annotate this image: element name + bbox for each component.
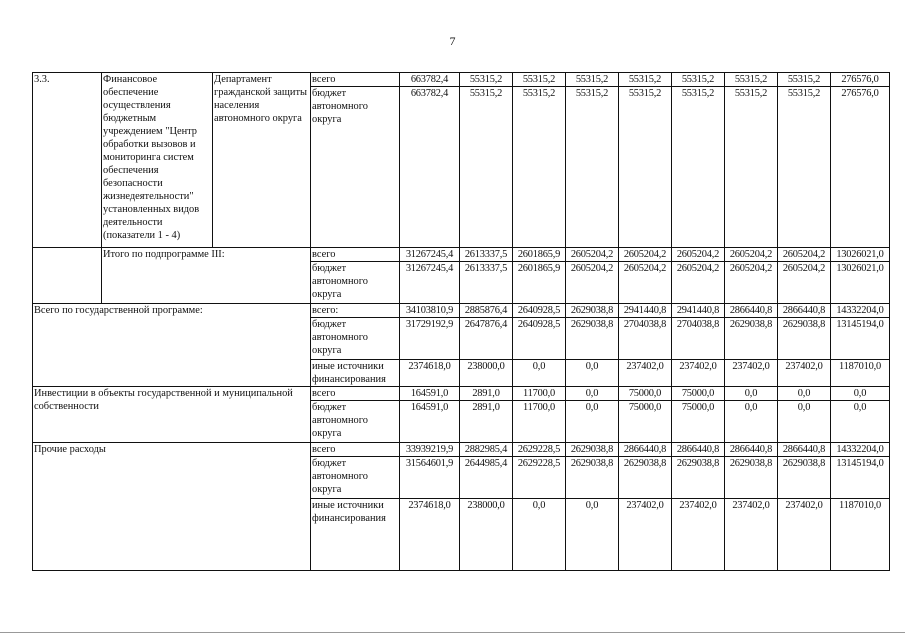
empty-code-cell bbox=[33, 248, 102, 304]
amount-cell: 237402,0 bbox=[778, 499, 831, 571]
amount-cell: 2866440,8 bbox=[725, 443, 778, 457]
amount-cell: 2629038,8 bbox=[566, 318, 619, 360]
amount-cell: 75000,0 bbox=[619, 401, 672, 443]
funding-source: всего: bbox=[311, 304, 400, 318]
amount-cell: 0,0 bbox=[513, 499, 566, 571]
amount-cell: 75000,0 bbox=[619, 387, 672, 401]
amount-cell: 1187010,0 bbox=[831, 360, 890, 387]
funding-source: всего bbox=[311, 248, 400, 262]
funding-source: бюджет автономного округа bbox=[311, 87, 400, 248]
amount-cell: 237402,0 bbox=[619, 499, 672, 571]
funding-source: всего bbox=[311, 443, 400, 457]
amount-cell: 0,0 bbox=[778, 401, 831, 443]
amount-cell: 0,0 bbox=[566, 360, 619, 387]
amount-cell: 13026021,0 bbox=[831, 248, 890, 262]
amount-cell: 31267245,4 bbox=[400, 262, 460, 304]
amount-cell: 1187010,0 bbox=[831, 499, 890, 571]
amount-cell: 276576,0 bbox=[831, 73, 890, 87]
funding-source: бюджет автономного округа bbox=[311, 457, 400, 499]
amount-cell: 2644985,4 bbox=[460, 457, 513, 499]
amount-cell: 2640928,5 bbox=[513, 318, 566, 360]
amount-cell: 0,0 bbox=[778, 387, 831, 401]
amount-cell: 2704038,8 bbox=[619, 318, 672, 360]
amount-cell: 55315,2 bbox=[566, 73, 619, 87]
amount-cell: 14332204,0 bbox=[831, 304, 890, 318]
amount-cell: 2613337,5 bbox=[460, 248, 513, 262]
amount-cell: 55315,2 bbox=[672, 73, 725, 87]
row-label: Итого по подпрограмме III: bbox=[102, 248, 311, 304]
amount-cell: 55315,2 bbox=[778, 73, 831, 87]
table-row bbox=[33, 304, 890, 318]
amount-cell: 11700,0 bbox=[513, 401, 566, 443]
amount-cell: 75000,0 bbox=[672, 387, 725, 401]
amount-cell: 2601865,9 bbox=[513, 248, 566, 262]
amount-cell: 13145194,0 bbox=[831, 318, 890, 360]
amount-cell: 31564601,9 bbox=[400, 457, 460, 499]
amount-cell: 2374618,0 bbox=[400, 360, 460, 387]
amount-cell: 0,0 bbox=[566, 401, 619, 443]
row-label: Инвестиции в объекты государственной и муниципальной собственности bbox=[33, 387, 311, 443]
amount-cell: 2882985,4 bbox=[460, 443, 513, 457]
budget-table-body bbox=[33, 73, 890, 571]
amount-cell: 2605204,2 bbox=[672, 248, 725, 262]
amount-cell: 0,0 bbox=[566, 499, 619, 571]
amount-cell: 2605204,2 bbox=[725, 262, 778, 304]
amount-cell: 13026021,0 bbox=[831, 262, 890, 304]
funding-source: иные источники финансирования bbox=[311, 360, 400, 387]
amount-cell: 75000,0 bbox=[672, 401, 725, 443]
amount-cell: 0,0 bbox=[725, 387, 778, 401]
amount-cell: 2605204,2 bbox=[672, 262, 725, 304]
amount-cell: 237402,0 bbox=[725, 360, 778, 387]
amount-cell: 2605204,2 bbox=[566, 262, 619, 304]
amount-cell: 2605204,2 bbox=[778, 262, 831, 304]
amount-cell: 2629228,5 bbox=[513, 443, 566, 457]
amount-cell: 2866440,8 bbox=[725, 304, 778, 318]
amount-cell: 0,0 bbox=[831, 401, 890, 443]
amount-cell: 11700,0 bbox=[513, 387, 566, 401]
amount-cell: 2866440,8 bbox=[619, 443, 672, 457]
amount-cell: 14332204,0 bbox=[831, 443, 890, 457]
amount-cell: 55315,2 bbox=[460, 87, 513, 248]
amount-cell: 2866440,8 bbox=[778, 304, 831, 318]
amount-cell: 2885876,4 bbox=[460, 304, 513, 318]
amount-cell: 2629038,8 bbox=[566, 304, 619, 318]
amount-cell: 164591,0 bbox=[400, 387, 460, 401]
table-row bbox=[33, 443, 890, 457]
amount-cell: 2613337,5 bbox=[460, 262, 513, 304]
amount-cell: 55315,2 bbox=[513, 73, 566, 87]
amount-cell: 237402,0 bbox=[778, 360, 831, 387]
amount-cell: 2605204,2 bbox=[619, 262, 672, 304]
amount-cell: 55315,2 bbox=[725, 73, 778, 87]
amount-cell: 2629038,8 bbox=[725, 318, 778, 360]
amount-cell: 34103810,9 bbox=[400, 304, 460, 318]
funding-source: бюджет автономного округа bbox=[311, 401, 400, 443]
amount-cell: 2629038,8 bbox=[566, 457, 619, 499]
amount-cell: 238000,0 bbox=[460, 360, 513, 387]
funding-source: иные источники финансирования bbox=[311, 499, 400, 571]
amount-cell: 2605204,2 bbox=[566, 248, 619, 262]
page-number: 7 bbox=[449, 34, 456, 48]
amount-cell: 2605204,2 bbox=[725, 248, 778, 262]
amount-cell: 2891,0 bbox=[460, 401, 513, 443]
row-code: 3.3. bbox=[33, 73, 102, 248]
amount-cell: 55315,2 bbox=[725, 87, 778, 248]
amount-cell: 2629228,5 bbox=[513, 457, 566, 499]
amount-cell: 31729192,9 bbox=[400, 318, 460, 360]
amount-cell: 2629038,8 bbox=[619, 457, 672, 499]
amount-cell: 55315,2 bbox=[513, 87, 566, 248]
amount-cell: 2605204,2 bbox=[619, 248, 672, 262]
amount-cell: 2629038,8 bbox=[672, 457, 725, 499]
amount-cell: 164591,0 bbox=[400, 401, 460, 443]
amount-cell: 663782,4 bbox=[400, 73, 460, 87]
row-label: Всего по государственной программе: bbox=[33, 304, 311, 387]
table-row bbox=[33, 248, 890, 262]
amount-cell: 13145194,0 bbox=[831, 457, 890, 499]
amount-cell: 0,0 bbox=[566, 387, 619, 401]
funding-source: всего bbox=[311, 73, 400, 87]
amount-cell: 2866440,8 bbox=[778, 443, 831, 457]
amount-cell: 55315,2 bbox=[619, 87, 672, 248]
amount-cell: 0,0 bbox=[513, 360, 566, 387]
amount-cell: 2629038,8 bbox=[566, 443, 619, 457]
amount-cell: 238000,0 bbox=[460, 499, 513, 571]
amount-cell: 2629038,8 bbox=[778, 457, 831, 499]
amount-cell: 276576,0 bbox=[831, 87, 890, 248]
amount-cell: 663782,4 bbox=[400, 87, 460, 248]
amount-cell: 237402,0 bbox=[672, 499, 725, 571]
funding-source: бюджет автономного округа bbox=[311, 262, 400, 304]
amount-cell: 2605204,2 bbox=[778, 248, 831, 262]
amount-cell: 2891,0 bbox=[460, 387, 513, 401]
table-row bbox=[33, 387, 890, 401]
amount-cell: 0,0 bbox=[725, 401, 778, 443]
funding-source: всего bbox=[311, 387, 400, 401]
amount-cell: 55315,2 bbox=[778, 87, 831, 248]
row-description: Финансовое обеспечение осуществления бюджетным учреждением "Центр обработки вызовов и мониторинга систем обеспечения безопасности жизнедеятельности" установленных видов деятельности (показатели 1 - 4) bbox=[102, 73, 213, 248]
amount-cell: 2704038,8 bbox=[672, 318, 725, 360]
row-label: Прочие расходы bbox=[33, 443, 311, 571]
amount-cell: 31267245,4 bbox=[400, 248, 460, 262]
amount-cell: 33939219,9 bbox=[400, 443, 460, 457]
amount-cell: 237402,0 bbox=[619, 360, 672, 387]
budget-table bbox=[32, 72, 890, 571]
amount-cell: 55315,2 bbox=[460, 73, 513, 87]
amount-cell: 55315,2 bbox=[619, 73, 672, 87]
amount-cell: 2941440,8 bbox=[619, 304, 672, 318]
amount-cell: 2866440,8 bbox=[672, 443, 725, 457]
amount-cell: 2601865,9 bbox=[513, 262, 566, 304]
amount-cell: 55315,2 bbox=[672, 87, 725, 248]
amount-cell: 2647876,4 bbox=[460, 318, 513, 360]
amount-cell: 2941440,8 bbox=[672, 304, 725, 318]
amount-cell: 55315,2 bbox=[566, 87, 619, 248]
amount-cell: 2374618,0 bbox=[400, 499, 460, 571]
amount-cell: 237402,0 bbox=[725, 499, 778, 571]
amount-cell: 2640928,5 bbox=[513, 304, 566, 318]
amount-cell: 2629038,8 bbox=[725, 457, 778, 499]
amount-cell: 2629038,8 bbox=[778, 318, 831, 360]
table-row bbox=[33, 73, 890, 87]
row-department: Департамент гражданской защиты населения автономного округа bbox=[213, 73, 311, 248]
funding-source: бюджет автономного округа bbox=[311, 318, 400, 360]
amount-cell: 237402,0 bbox=[672, 360, 725, 387]
amount-cell: 0,0 bbox=[831, 387, 890, 401]
page-bottom-edge bbox=[0, 632, 905, 633]
